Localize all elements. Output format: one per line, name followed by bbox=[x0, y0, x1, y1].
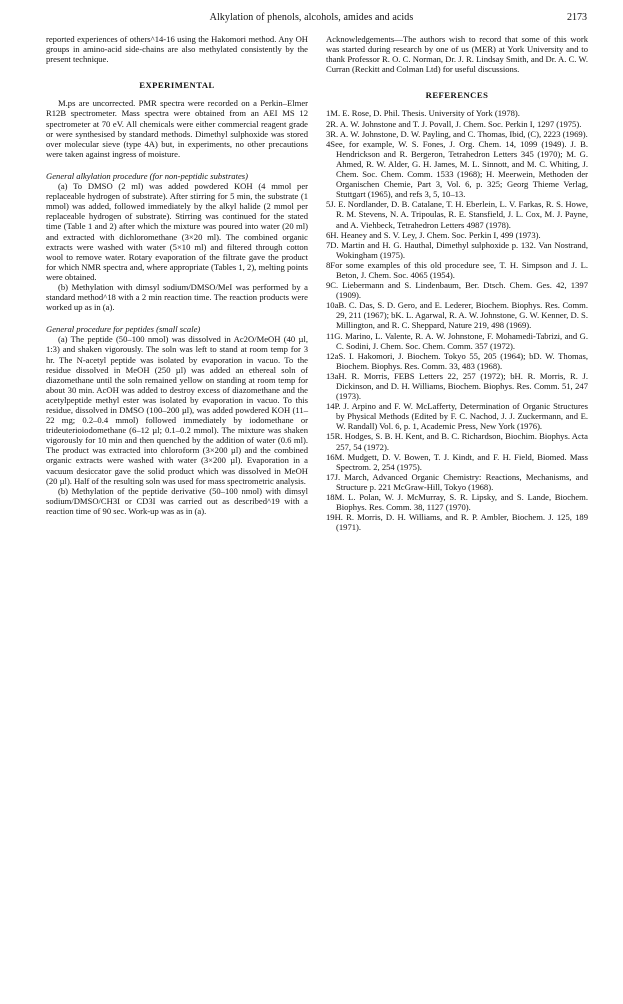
reference-item: 18M. L. Polan, W. J. McMurray, S. R. Lipsky, and S. Lande, Biochem. Biophys. Res. Comm. 38, 1127 (1970). bbox=[326, 492, 588, 513]
reference-item: 4See, for example, W. S. Fones, J. Org. Chem. 14, 1099 (1949). J. B. Hendrickson and R. Bergeron, Tetrahedron Letters 345 (1970); M. G. Ahmed, R. W. Alder, G. H. James, M. L. Sinnott, and M. C. Whiting, J. Chem. Soc. Chem. Comm. 1533 (1968); H. Meerwein, Methoden der Organischen Chemie, Part 3, Vol. 6, p. 325; Georg Thieme Verlag, Stuttgart (1965), and refs 3, 5, 10–13. bbox=[326, 138, 588, 200]
reference-item: 11G. Marino, L. Valente, R. A. W. Johnstone, F. Mohamedi-Tabrizi, and G. C. Sodini, J. Chem. Soc. Chem. Comm. 357 (1972). bbox=[326, 330, 588, 351]
reference-item: 16M. Mudgett, D. V. Bowen, T. J. Kindt, and F. H. Field, Biomed. Mass Spectrom. 2, 254 (1975). bbox=[326, 451, 588, 472]
intro-paragraph: reported experiences of others^14-16 using the Hakomori method. Any OH groups in amino-acid side-chains are also methylated consistently by the present technique. bbox=[46, 34, 308, 65]
reference-item: 5J. E. Nordlander, D. B. Catalane, T. H. Eberlein, L. V. Farkas, R. S. Howe, R. M. Stevens, N. A. Tripoulas, R. E. Stansfield, J. L. Cox, M. J. Payne, and A. Viehbeck, Tetrahedron Letters 4987 (1978). bbox=[326, 199, 588, 230]
reference-item: 15R. Hodges, S. B. H. Kent, and B. C. Richardson, Biochim. Biophys. Acta 257, 54 (1972). bbox=[326, 431, 588, 452]
reference-item: 13aH. R. Morris, FEBS Letters 22, 257 (1972); bH. R. Morris, R. J. Dickinson, and D. H. Williams, Biochem. Biophys. Res. Comm. 51, 247 (1973). bbox=[326, 370, 588, 402]
reference-item: 10aB. C. Das, S. D. Gero, and E. Lederer, Biochem. Biophys. Res. Comm. 29, 211 (1967); bK. L. Agarwal, R. A. W. Johnstone, G. W. Kenner, D. S. Millington, and R. C. Sheppard, Nature 219, 498 (1969). bbox=[326, 300, 588, 331]
reference-item: 12aS. I. Hakomori, J. Biochem. Tokyo 55, 205 (1964); bD. W. Thomas, Biochem. Biophys. Res. Comm. 33, 483 (1968). bbox=[326, 350, 588, 371]
reference-item: 9C. Liebermann and S. Lindenbaum, Ber. Dtsch. Chem. Ges. 42, 1397 (1909). bbox=[326, 280, 588, 301]
reference-item: 1M. E. Rose, D. Phil. Thesis. University of York (1978). bbox=[326, 108, 520, 119]
general-alkylation-heading: General alkylation procedure (for non-peptidic substrates) bbox=[46, 170, 248, 181]
page-number: 2173 bbox=[567, 12, 587, 23]
reference-list bbox=[326, 108, 588, 532]
peptides-b: (b) Methylation of the peptide derivative (50–100 nmol) with dimsyl sodium/DMSO/CH3I or CD3I was carried out as described^19 with a reaction time of 90 sec. Work-up was as in (a). bbox=[46, 485, 308, 516]
reference-item: 2R. A. W. Johnstone and T. J. Povall, J. Chem. Soc. Perkin I, 1297 (1975). bbox=[326, 118, 582, 129]
peptides-a: (a) The peptide (50–100 nmol) was dissolved in Ac2O/MeOH (40 µl, 1:3) and shaken vigorously. The soln was left to stand at room temp for 3 hr. The N-acetyl peptide was isolated by evaporation in vacuo. To the residue dissolved in MeOH (250 µl) was added an ethereal soln of diazomethane until the soln remained yellow on standing at room temp for about 30 min. AcOH was added to destroy excess of diazomethane and the acetylpeptide methyl ester was isolated by evaporation in vacuo. To this residue, dissolved in DMSO (100–200 µl), was added powdered KOH (11–22 mg; 0.2–0.4 mmol) followed immediately by iodomethane or trideuterioiodomethane (6–12 µl; 0.1–0.2 mmol). The mixture was shaken vigorously for 10 min and then quenched by the addition of water (0.6 ml). The product was extracted into chloroform (3×200 µl) and the combined organic extracts were washed with water (3×200 µl). Evaporation in a vacuum desiccator gave the solid product which was dissolved in MeOH (20 µl). Half of the resulting soln was used for mass spectrometric analysis. bbox=[46, 334, 308, 486]
references-heading: REFERENCES bbox=[425, 90, 489, 101]
experimental-paragraph: M.ps are uncorrected. PMR spectra were recorded on a Perkin–Elmer R12B spectrometer. Mass spectra were obtained from an AEI MS 12 spectrometer at 70 eV. All chemicals were either commercial reagent grade or were synthesised by standard methods. Dimethyl sulphoxide was stored over molecular sieve (type 4A) but, in experiments, no other precautions were taken against ingress of moisture. bbox=[46, 98, 308, 159]
peptides-heading: General procedure for peptides (small scale) bbox=[46, 324, 201, 335]
reference-item: 14P. J. Arpino and F. W. McLafferty, Determination of Organic Structures by Physical Methods (Edited by F. C. Nachod, J. J. Zuckermann, and E. W. Randall) Vol. 6, p. 1, Academic Press, New York (1976). bbox=[326, 401, 588, 432]
reference-item: 3R. A. W. Johnstone, D. W. Payling, and C. Thomas, Ibid, (C), 2223 (1969). bbox=[326, 128, 588, 139]
acknowledgements: Acknowledgements—The authors wish to record that some of this work was started during research by one of us (MER) at York University and to thank Professor R. O. C. Norman, Dr. J. R. Lindsay Smith, and Dr. A. C. W. Curran (Reckitt and Colman Ltd) for useful discussions. bbox=[326, 34, 588, 75]
reference-item: 8For some examples of this old procedure see, T. H. Simpson and J. L. Beton, J. Chem. Soc. 4065 (1954). bbox=[326, 259, 588, 280]
reference-item: 6H. Heaney and S. V. Ley, J. Chem. Soc. Perkin I, 499 (1973). bbox=[326, 229, 541, 240]
left-column bbox=[46, 34, 308, 516]
reference-item: 19H. R. Morris, D. H. Williams, and R. P. Ambler, Biochem. J. 125, 189 (1971). bbox=[326, 512, 588, 533]
reference-item: 17J. March, Advanced Organic Chemistry: Reactions, Mechanisms, and Structure p. 221 McGraw-Hill, Tokyo (1968). bbox=[326, 471, 588, 492]
experimental-heading: EXPERIMENTAL bbox=[139, 80, 215, 91]
running-title: Alkylation of phenols, alcohols, amides and acids bbox=[209, 12, 414, 23]
general-alkylation-b: (b) Methylation with dimsyl sodium/DMSO/MeI was performed by a standard method^18 with a 2 min reaction time. The reaction products were worked up as in (a). bbox=[46, 281, 308, 313]
right-column bbox=[326, 34, 588, 532]
general-alkylation-a: (a) To DMSO (2 ml) was added powdered KOH (4 mmol per replaceable hydrogen of substrate). After stirring for 5 min, the substrate (1 mmol) was added, followed immediately by the alkyl halide (2 mmol per replaceable hydrogen of substrate). Stirring was continued for the stated time (Table 1 and 2) after which the mixture was poured into water (20 ml) and extracted with dichloromethane (3×20 ml). The combined organic extracts were washed with water (5×10 ml) and filtered through cotton wool to remove water. Rotary evaporation of the filtrate gave the product for which NMR spectra and, where appropriate (Tables 1, 2), melting points were obtained. bbox=[46, 181, 308, 282]
reference-item: 7D. Martin and H. G. Hauthal, Dimethyl sulphoxide p. 132. Van Nostrand, Wokingham (1975). bbox=[326, 239, 588, 260]
